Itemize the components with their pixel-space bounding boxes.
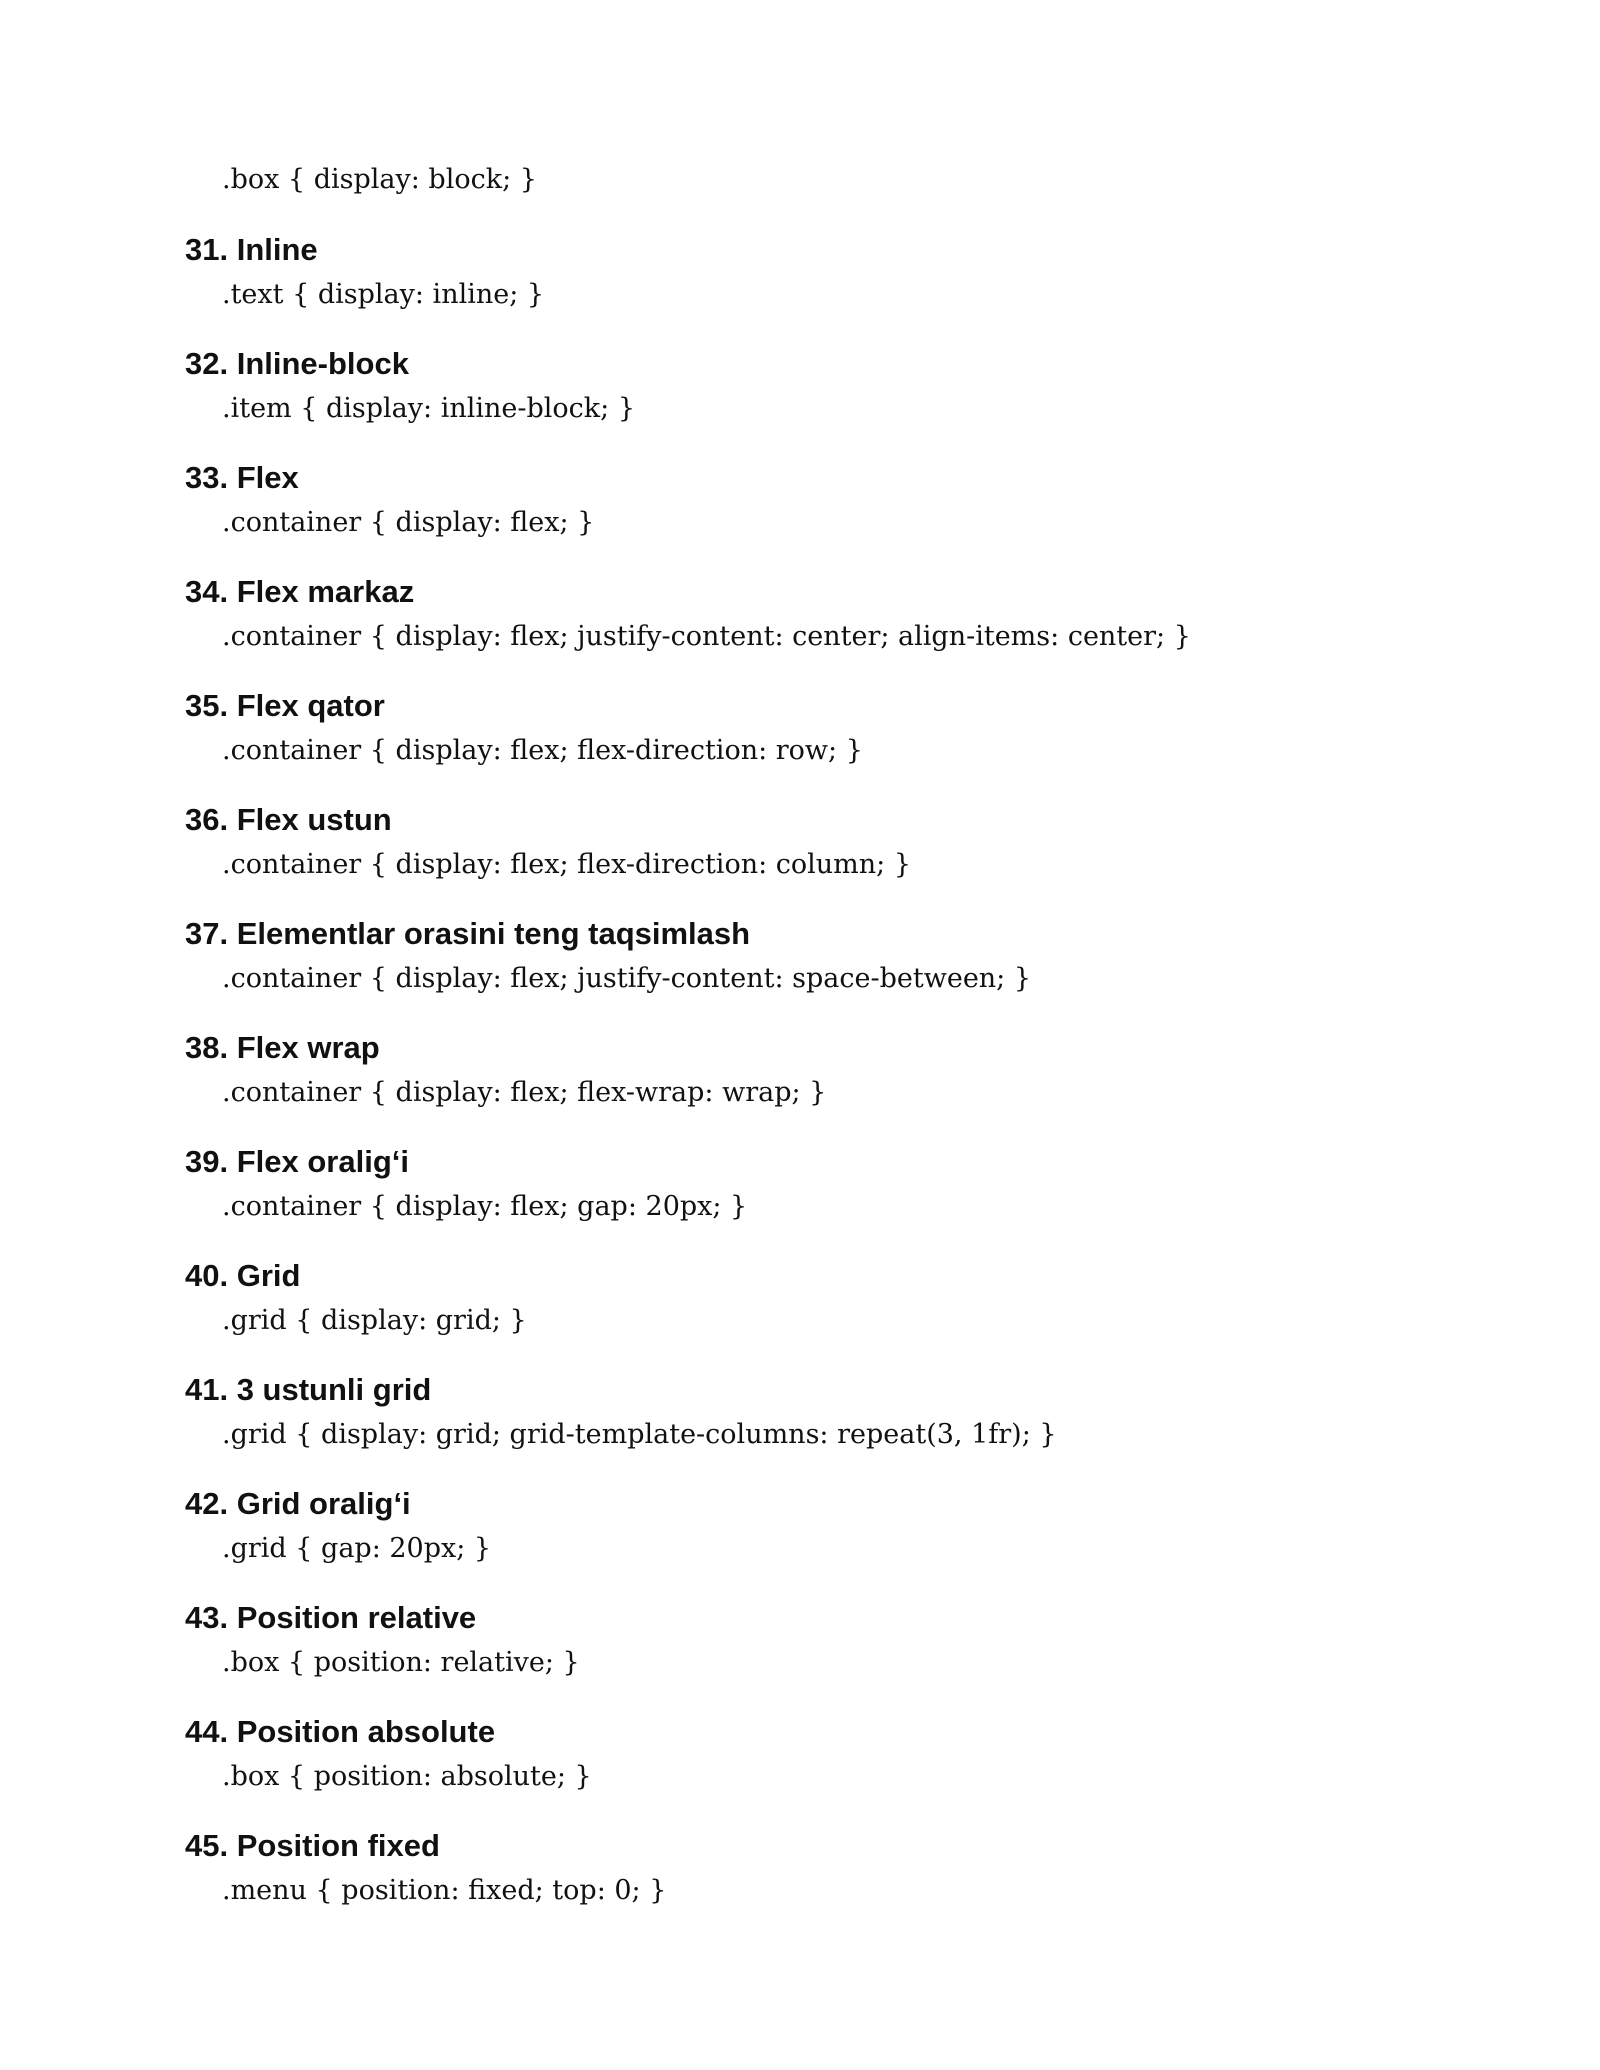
code-line: .item { display: inline-block; } — [222, 393, 636, 424]
section-heading: 45. Position fixed — [185, 1828, 440, 1863]
section-40 — [185, 1248, 1485, 1362]
code-line: .container { display: flex; flex-direction: column; } — [222, 849, 912, 880]
section-43 — [185, 1590, 1485, 1704]
code-line: .box { display: block; } — [222, 164, 537, 195]
section-list — [185, 222, 1485, 1932]
section-heading: 41. 3 ustunli grid — [185, 1372, 432, 1407]
section-heading: 40. Grid — [185, 1258, 301, 1293]
section-37 — [185, 906, 1485, 1020]
section-heading: 42. Grid oralig‘i — [185, 1486, 411, 1521]
section-36 — [185, 792, 1485, 906]
section-heading: 44. Position absolute — [185, 1714, 496, 1749]
code-line: .container { display: flex; justify-content: space-between; } — [222, 963, 1032, 994]
section-heading: 34. Flex markaz — [185, 574, 415, 609]
section-39 — [185, 1134, 1485, 1248]
section-heading: 36. Flex ustun — [185, 802, 392, 837]
section-heading: 32. Inline-block — [185, 346, 409, 381]
section-31 — [185, 222, 1485, 336]
section-33 — [185, 450, 1485, 564]
section-heading: 35. Flex qator — [185, 688, 385, 723]
code-line: .container { display: flex; gap: 20px; } — [222, 1191, 748, 1222]
code-line: .container { display: flex; flex-direction: row; } — [222, 735, 863, 766]
section-34 — [185, 564, 1485, 678]
code-line: .box { position: absolute; } — [222, 1761, 592, 1792]
section-44 — [185, 1704, 1485, 1818]
section-35 — [185, 678, 1485, 792]
code-line: .grid { gap: 20px; } — [222, 1533, 492, 1564]
code-line: .grid { display: grid; } — [222, 1305, 527, 1336]
section-45 — [185, 1818, 1485, 1932]
code-line: .menu { position: fixed; top: 0; } — [222, 1875, 667, 1906]
section-42 — [185, 1476, 1485, 1590]
section-38 — [185, 1020, 1485, 1134]
section-heading: 39. Flex oralig‘i — [185, 1144, 409, 1179]
section-heading: 31. Inline — [185, 232, 318, 267]
code-line: .text { display: inline; } — [222, 279, 545, 310]
code-line: .container { display: flex; justify-content: center; align-items: center; } — [222, 621, 1191, 652]
section-heading: 33. Flex — [185, 460, 299, 495]
code-line: .container { display: flex; } — [222, 507, 595, 538]
code-line: .box { position: relative; } — [222, 1647, 580, 1678]
section-32 — [185, 336, 1485, 450]
code-line: .grid { display: grid; grid-template-columns: repeat(3, 1fr); } — [222, 1419, 1057, 1450]
section-heading: 43. Position relative — [185, 1600, 477, 1635]
section-41 — [185, 1362, 1485, 1476]
code-line: .container { display: flex; flex-wrap: wrap; } — [222, 1077, 827, 1108]
section-heading: 38. Flex wrap — [185, 1030, 380, 1065]
section-heading: 37. Elementlar orasini teng taqsimlash — [185, 916, 751, 951]
